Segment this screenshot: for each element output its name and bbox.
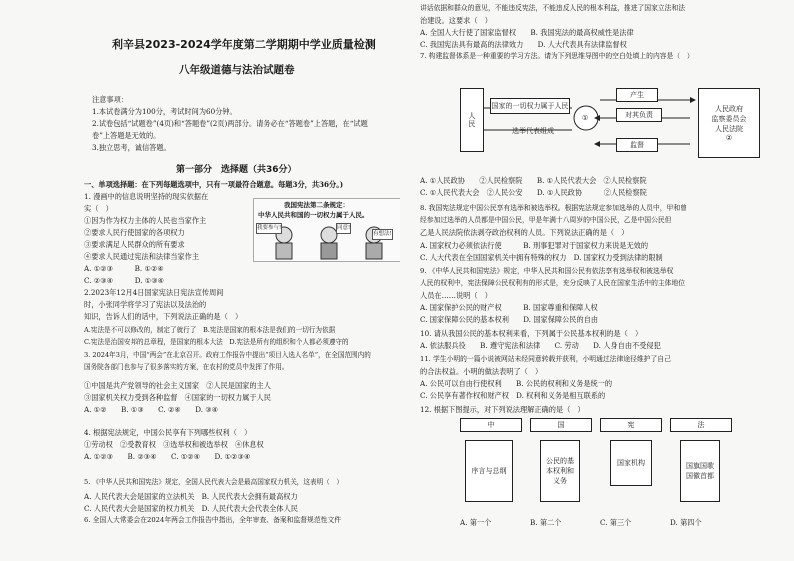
question-line: 5. 《中华人民共和国宪法》规定，全国人民代表大会是最高国家权力机关，这表明（ ） (84, 478, 343, 486)
table-cell: 公民的基本权利和义务 (540, 440, 580, 502)
question-line: 8. 我国宪法规定中国公民享有选举和被选举权。根据宪法规定参加选举的人员中，甲和曾 (420, 204, 687, 212)
answer-line: A. 人民代表大会是国家的立法机关 B. 人民代表大会拥有最高权力 (84, 492, 298, 501)
question-line: 10. 请从我国公民的基本权利来看，下列属于公民基本权利的是（ ） (420, 329, 643, 338)
answer-line: C. 人民代表大会是国家的权力机关 D. 人民代表大会代表全体人民 (84, 504, 298, 513)
exam-subtitle: 八年级道德与法治试题卷 (179, 64, 295, 76)
answer-line: C. 我国宪法具有最高的法律效力 D. 人大代表具有法律监督权 (420, 40, 627, 49)
answer-line: A. ①②③ B. ②③④ C. ①②④ D. ①②③④ (84, 452, 251, 461)
right-column (420, 0, 770, 561)
option-line: ④要求人民通过宪法和法律当家作主 (84, 252, 200, 261)
notes-heading: 注意事项： (92, 95, 128, 104)
table-header-cell: 中 (460, 418, 522, 432)
table-header-cell: 宪 (600, 418, 662, 432)
question-line: 2.2023年12月4日国家宪法日宪法宣传周间 (84, 288, 224, 297)
table-header-cell: 国 (530, 418, 592, 432)
answer-option: D. 第四个 (670, 518, 702, 527)
blank-2: ② (725, 134, 733, 142)
question-line: 4. 根据宪法规定，中国公民享有下列哪些权利（ ） (84, 428, 252, 437)
supervise-box: 监督 (616, 138, 658, 152)
table-cell: 国家机构 (610, 440, 652, 486)
part-heading: 第一部分 选择题（共36分） (176, 165, 297, 175)
speech-bubble: 同意! (336, 223, 351, 234)
speech-bubble: 有想法! (372, 229, 393, 240)
note-line: 2.试卷包括“试题卷”(4页)和“答题卷”(2页)两部分。请务必在“答题卷”上答题，在“试题 (92, 119, 368, 128)
note-line: 卷”上答题是无效的。 (92, 131, 161, 140)
option-line: ①因为作为权力主体的人民也当家作主 (84, 216, 207, 225)
question-line: 乙是人民法院依法剥夺政治权利的人员。下列说法正确的是（ ） (420, 228, 629, 237)
question-line: 时，小张同学将学习了宪法以及法治的 (84, 300, 207, 309)
question-line: 12. 根据下图提示，对下列说法理解正确的是（ ） (420, 405, 585, 414)
table-cell: 序言与总纲 (465, 440, 513, 502)
answer-line: A. ①② B. ①③ C. ②④ D. ③④ (84, 405, 219, 414)
option-line: ①劳动权 ②受教育权 ③选举权和被选举权 ④休息权 (84, 440, 264, 449)
exam-title: 利辛县2023-2024学年度第二学期期中学业质量检测 (112, 38, 376, 51)
question-line: 11. 学生小明的一篇小说被网站未经同意转载并获利，小明通过法律途径维护了自己 (420, 355, 671, 363)
organ-item: 人民法院 (715, 125, 743, 133)
answer-line: A. 国家保护公民的财产权 B. 国家尊重和保障人权 (420, 303, 598, 312)
cartoon-title: 我国宪法第二条规定： (284, 201, 349, 209)
answer-line: A. 全国人大行使了国家监督权 B. 我国宪法的最高权威性是法律 (420, 28, 634, 37)
option-line: ②要求人民行使国家的各项权力 (84, 228, 185, 237)
option-line: ③国家机关权力受到各种监督 ④国家的一切权力属于人民 (84, 393, 271, 402)
responsible-box: 对其负责 (616, 108, 662, 122)
power-diagram (460, 82, 760, 164)
question-line: 3. 2024年3月，中国“两会”在北京召开。政府工作报告中提出“项目入选人名单”，在全国范围内的 (84, 351, 371, 359)
constitution-cartoon (253, 198, 400, 262)
answer-line: C. 国家保障公民的基本权利 D. 国家保障公民的自由 (420, 315, 599, 324)
question-line: 6. 全国人大常委会在2024年两会工作报告中指出，全年审查、备案和监督规范性文件 (84, 516, 342, 524)
answer-option: B. 第二个 (530, 518, 562, 527)
answer-option: A. 第一个 (460, 518, 492, 527)
question-line: 人员在……说明（ ） (420, 291, 492, 300)
question-line: 国务院各部门也参与了很多落实的方案，在农村的党员中发挥了作用。 (84, 363, 289, 371)
question-line: 9. 《中华人民共和国宪法》规定，中华人民共和国公民有依法享有选举权和被选举权 (420, 267, 674, 275)
elect-label: 选举代表组成 (512, 127, 554, 135)
answer-line: A. 公民可以自由行使权利 B. 公民的权利和义务是统一的 (420, 379, 613, 388)
question-line: 人民的权利中，宪法保障公民权利有的形式是，充分反映了人民在国家生活中的主体地位 (420, 279, 686, 287)
question-line: 讲话依据和群众的意见，不能违反宪法，不能违反人民的根本利益，推进了国家立法和法 (420, 4, 686, 12)
answer-line: C. ②③④ D. ①③④ (84, 276, 165, 285)
table-cell: 国旗国歌国徽首都 (680, 440, 720, 502)
people-box: 人民 (460, 88, 484, 152)
answer-line: C. 公民享有著作权和财产权 D. 权利和义务是相互联系的 (420, 391, 606, 400)
answer-line: A.宪法是不可以修改的，制定了就行了 B.宪法是国家的根本法是我们的一切行为依据 (84, 326, 336, 334)
answer-line: A. ①人民政协 ②人民检察院 B. ①人民代表大会 ②人民检察院 (420, 176, 647, 185)
note-line: 3.独立思考，诚信答题。 (92, 143, 171, 152)
table-header-cell: 法 (670, 418, 732, 432)
organ-item: 人民政府 (715, 105, 743, 113)
power-box: 国家的一切权力属于人民 (490, 98, 570, 114)
question-line: 实（ ） (84, 204, 113, 213)
question-line: 的合法权益。小明的做法表明了（ ） (420, 367, 543, 376)
question-line: 治建设。这要求（ ） (420, 16, 492, 25)
speech-bubble: 我要参与! (256, 223, 282, 234)
option-line: ③要求满足人民群众的所有要求 (84, 240, 185, 249)
answer-line: A. ①②③ B. ①②④ (84, 264, 164, 273)
organ-item: 监察委员会 (711, 115, 747, 123)
question-line: 7. 构建监督体系是一种重要的学习方法。请为下列思维导图中的空白处填上的内容是（ ） (420, 52, 694, 60)
left-column (84, 0, 400, 561)
question-line: 知识，告诉人们的话中，下列说法正确的是（ ） (84, 312, 243, 321)
answer-line: A. 国家权力必须依法行使 B. 刑事犯罪对于国家权力来说是无效的 (420, 241, 649, 250)
answer-line: C. ①人民代表大会 ②人民公安 D. ①人民政协 ②人民检察院 (420, 188, 647, 197)
constitution-table (460, 418, 730, 508)
section-heading: 一、单项选择题：在下列每题选项中，只有一项最符合题意。每题3分，共36分。) (84, 180, 344, 189)
answer-option: C. 第三个 (600, 518, 632, 527)
answer-line: C. 人大代表在全国国家机关中拥有特殊的权力 D. 国家权力受到法律的限制 (420, 253, 663, 262)
note-line: 1.本试卷满分为100分，考试时间为60分钟。 (92, 107, 237, 116)
blank-1: ① (582, 114, 589, 122)
answer-line: A. 依法服兵役 B. 遵守宪法和法律 C. 劳动 D. 人身自由不受侵犯 (420, 341, 661, 350)
answer-line: C.宪法是治国安邦的总章程，是国家的根本大法 D.宪法是所有的组织和个人都必须遵守的 (84, 338, 349, 346)
option-line: ①中国是共产党领导的社会主义国家 ②人民是国家的主人 (84, 381, 271, 390)
organs-box (698, 88, 760, 158)
question-line: 1. 漫画中的信息说明坚持的现实依据在 (84, 192, 209, 201)
cartoon-text: 中华人民共和国的一切权力属于人民。 (258, 211, 369, 219)
question-line: 经参加过选举的人员都是中国公民，甲是年满十八周岁的中国公民，乙是中国公民但 (420, 216, 672, 224)
produce-box: 产生 (616, 88, 658, 102)
